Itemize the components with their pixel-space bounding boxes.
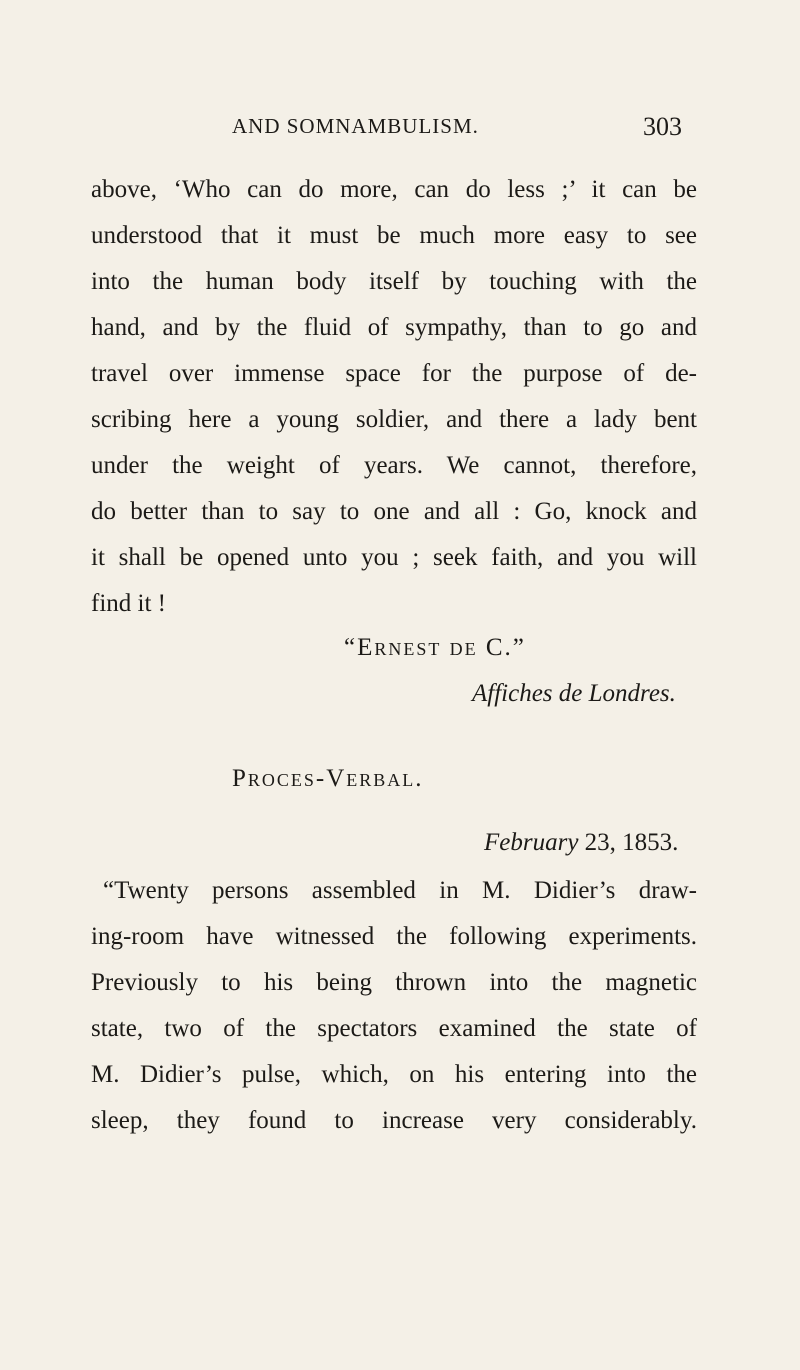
date-month: February (484, 829, 579, 856)
text-line: find it ! (91, 590, 166, 617)
text-line: sleep, they found to increase very considerably. (91, 1107, 697, 1134)
section-heading: Proces-Verbal. (232, 765, 424, 792)
page-number: 303 (643, 112, 682, 141)
text-line: M. Didier’s pulse, which, on his entering into the (91, 1061, 697, 1088)
text-line: scribing here a young soldier, and there a lady bent (91, 406, 697, 433)
text-line: understood that it must be much more easy to see (91, 222, 697, 249)
text-line: travel over immense space for the purpose of de- (91, 360, 697, 387)
text-line: state, two of the spectators examined the state of (91, 1015, 697, 1042)
text-line: under the weight of years. We cannot, therefore, (91, 452, 697, 479)
text-line: hand, and by the fluid of sympathy, than to go and (91, 314, 697, 341)
text-line: it shall be opened unto you ; seek faith, and you will (91, 544, 697, 571)
page-header (232, 112, 682, 146)
letter-source: Affiches de Londres. (472, 680, 676, 707)
letter-signature: “Ernest de C.” (344, 634, 526, 661)
text-line: above, ‘Who can do more, can do less ;’ it can be (91, 176, 697, 203)
running-title: AND SOMNAMBULISM. (232, 114, 479, 138)
date-day-year: 23, 1853. (584, 829, 679, 856)
section-date (484, 829, 678, 857)
text-line: Previously to his being thrown into the magnetic (91, 969, 697, 996)
text-line: “Twenty persons assembled in M. Didier’s draw- (103, 877, 697, 904)
text-line: into the human body itself by touching with the (91, 268, 697, 295)
text-line: do better than to say to one and all : Go, knock and (91, 498, 697, 525)
text-line: ing-room have witnessed the following experiments. (91, 923, 697, 950)
